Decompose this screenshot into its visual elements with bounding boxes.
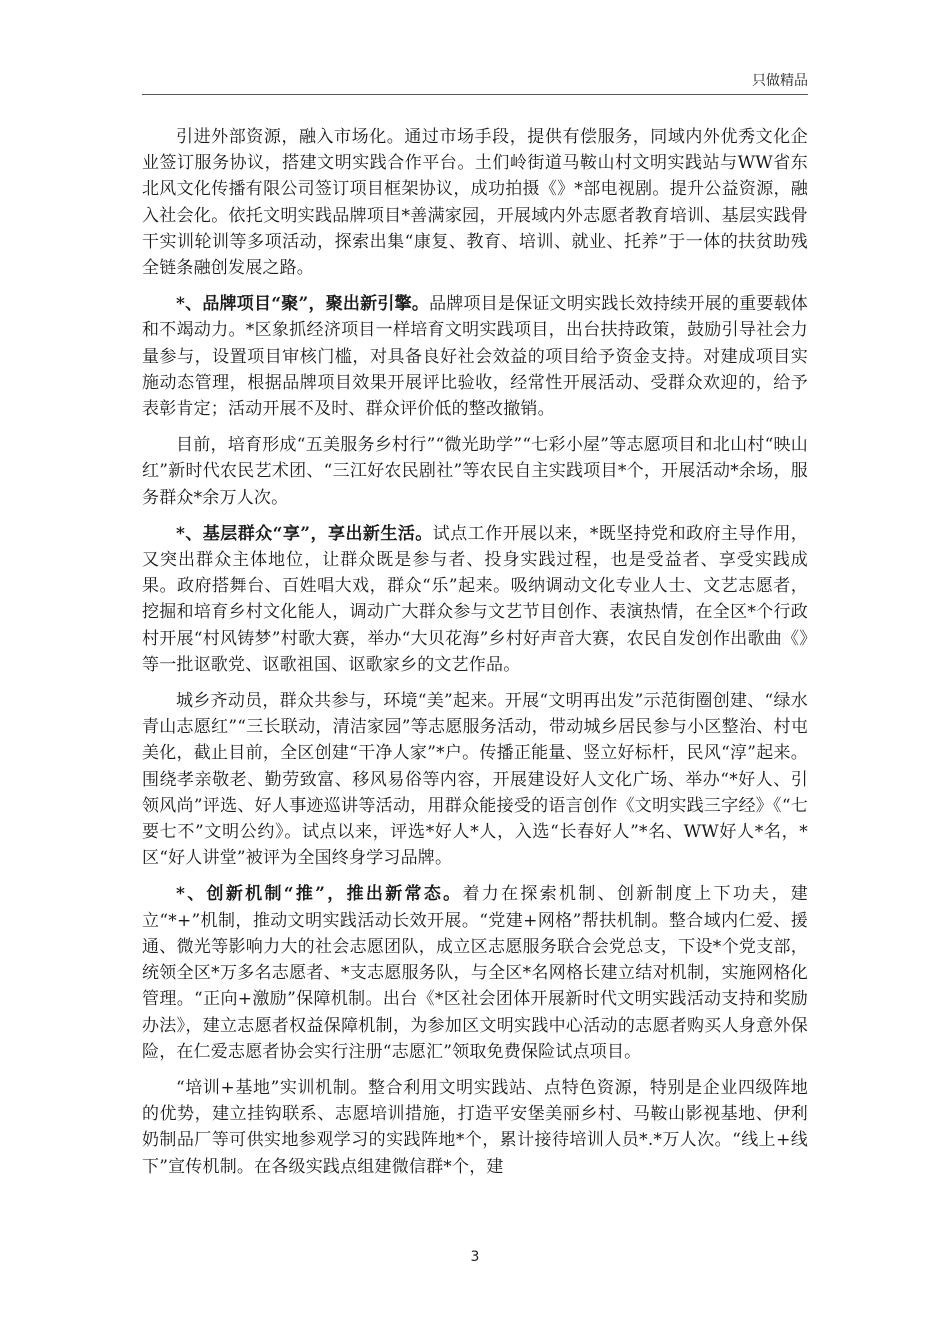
- page-header-text: 只做精品: [752, 73, 808, 89]
- document-body: [142, 124, 808, 1190]
- paragraph-7: [142, 1075, 808, 1180]
- header-rule: [142, 94, 808, 95]
- paragraph-heading: *、品牌项目“聚”，聚出新引擎。: [176, 294, 430, 315]
- paragraph-4: [142, 521, 808, 678]
- paragraph-5: [142, 688, 808, 871]
- paragraph-text: 引进外部资源，融入市场化。通过市场手段，提供有偿服务，同域内外优秀文化企业签订服务协议，搭建文明实践合作平台。土们岭街道马鞍山村文明实践站与WW省东北风文化传播有限公司签订项目框架协议，成功拍摄《》*部电视剧。提升公益资源，融入社会化。依托文明实践品牌项目*善满家园，开展域内外志愿者教育培训、基层实践骨干实训轮训等多项活动，探索出集“康复、教育、培训、就业、托养”于一体的扶贫助残全链条融创发展之路。: [142, 127, 808, 279]
- paragraph-text: 着力在探索机制、创新制度上下功夫，建立“*+”机制，推动文明实践活动长效开展。“党建+网格”帮扶机制。整合域内仁爱、援通、微光等影响力大的社会志愿团队，成立区志愿服务联合会党总支，下设*个党支部，统领全区*万多名志愿者、*支志愿服务队，与全区*名网格长建立结对机制，实施网格化管理。“正向+激励”保障机制。出台《*区社会团体开展新时代文明实践活动支持和奖励办法》，建立志愿者权益保障机制，为参加区文明实践中心活动的志愿者购买人身意外保险，在仁爱志愿者协会实行注册“志愿汇”领取免费保险试点项目。: [142, 884, 808, 1062]
- paragraph-3: [142, 432, 808, 511]
- paragraph-text: 目前，培育形成“五美服务乡村行”“微光助学”“七彩小屋”等志愿项目和北山村“映山红”新时代农民艺术团、“三江好农民剧社”等农民自主实践项目*个，开展活动*余场，服务群众*余万人次。: [142, 435, 808, 508]
- paragraph-1: [142, 124, 808, 281]
- paragraph-6: [142, 881, 808, 1064]
- page-number: 3: [470, 1249, 480, 1265]
- paragraph-heading: *、创新机制“推”，推出新常态。: [176, 884, 463, 905]
- paragraph-2: [142, 291, 808, 422]
- paragraph-text: 城乡齐动员，群众共参与，环境“美”起来。开展“文明再出发”示范街圈创建、“绿水青山志愿红”“三长联动，清洁家园”等志愿服务活动，带动城乡居民参与小区整治、村屯美化，截止目前，全区创建“干净人家”*户。传播正能量、竖立好标杆，民风“淳”起来。围绕孝亲敬老、勤劳致富、移风易俗等内容，开展建设好人文化广场、举办“*好人、引领风尚”评选、好人事迹巡讲等活动，用群众能接受的语言创作《文明实践三字经》《“七要七不”文明公约》。试点以来，评选*好人*人，入选“长春好人”*名、WW好人*名，*区“好人讲堂”被评为全国终身学习品牌。: [142, 691, 808, 869]
- paragraph-text: “培训+基地”实训机制。整合利用文明实践站、点特色资源，特别是企业四级阵地的优势，建立挂钩联系、志愿培训措施，打造平安堡美丽乡村、马鞍山影视基地、伊利奶制品厂等可供实地参观学习的实践阵地*个，累计接待培训人员*.*万人次。“线上+线下”宣传机制。在各级实践点组建微信群*个，建: [142, 1077, 808, 1177]
- paragraph-heading: *、基层群众“享”，享出新生活。: [176, 523, 433, 544]
- paragraph-text: 品牌项目是保证文明实践长效持续开展的重要载体和不竭动力。*区象抓经济项目一样培育文明实践项目，出台扶持政策，鼓励引导社会力量参与，设置项目审核门槛，对具备良好社会效益的项目给予资金支持。对建成项目实施动态管理，根据品牌项目效果开展评比验收，经常性开展活动、受群众欢迎的，给予表彰肯定；活动开展不及时、群众评价低的整改撤销。: [142, 294, 808, 420]
- paragraph-text: 试点工作开展以来，*既坚持党和政府主导作用，又突出群众主体地位，让群众既是参与者、投身实践过程，也是受益者、享受实践成果。政府搭舞台、百姓唱大戏，群众“乐”起来。吸纳调动文化专业人士、文艺志愿者，挖掘和培育乡村文化能人，调动广大群众参与文艺节目创作、表演热情，在全区*个行政村开展“村风铸梦”村歌大赛，举办“大贝花海”乡村好声音大赛，农民自发创作出歌曲《》等一批讴歌党、讴歌祖国、讴歌家乡的文艺作品。: [142, 523, 808, 675]
